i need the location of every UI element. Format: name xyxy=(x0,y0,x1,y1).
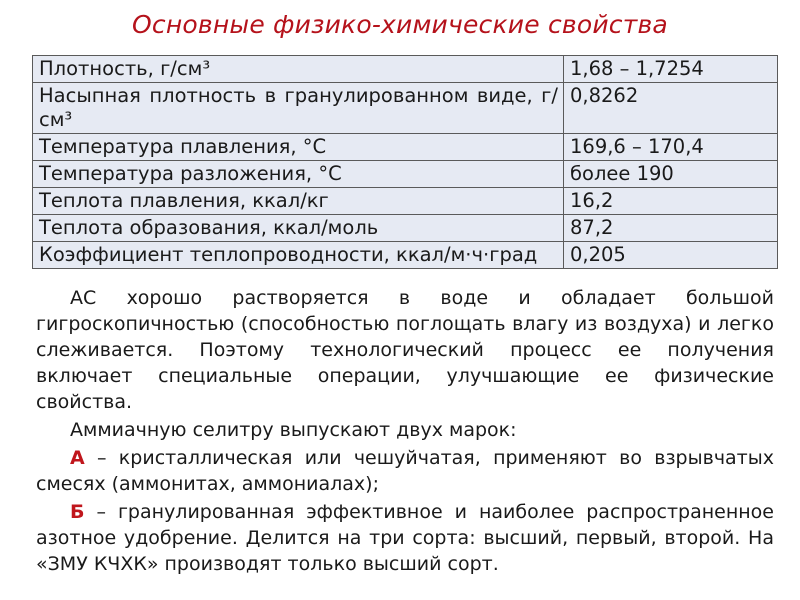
paragraph-solubility: АС хорошо растворяется в воде и обладает большой гигроскопичностью (способностью поглощать влагу из воздуха) и легко слеживается. Поэтому технологический процесс ее получения включает специальные операции, улучшающие ее физические свойства. xyxy=(36,287,774,413)
table-row xyxy=(33,134,778,161)
properties-table xyxy=(32,55,778,269)
value-cell: 1,68 – 1,7254 xyxy=(564,56,778,83)
value-cell: 0,205 xyxy=(564,242,778,269)
table-row xyxy=(33,161,778,188)
value-cell: 0,8262 xyxy=(564,83,778,134)
grade-b-paragraph xyxy=(36,499,774,577)
table-row xyxy=(33,56,778,83)
grade-b-mark: Б xyxy=(70,501,85,523)
property-cell: Теплота плавления, ккал/кг xyxy=(33,188,564,215)
property-cell: Коэффициент теплопроводности, ккал/м·ч·град xyxy=(33,242,564,269)
slide-title: Основные физико-химические свойства xyxy=(132,10,668,39)
value-cell: 87,2 xyxy=(564,215,778,242)
property-cell: Насыпная плотность в гранулированном виде, г/см³ xyxy=(33,83,564,134)
property-cell: Температура разложения, °С xyxy=(33,161,564,188)
grade-b-text: – гранулированная эффективное и наиболее распространенное азотное удобрение. Делится на три сорта: высший, первый, второй. На «ЗМУ КЧХК» производят только высший сорт. xyxy=(36,501,774,575)
grade-a-text: – кристаллическая или чешуйчатая, применяют во взрывчатых смесях (аммонитах, аммониалах); xyxy=(36,447,774,495)
table-row xyxy=(33,215,778,242)
property-cell: Теплота образования, ккал/моль xyxy=(33,215,564,242)
table-row xyxy=(33,188,778,215)
value-cell: более 190 xyxy=(564,161,778,188)
grade-a-mark: А xyxy=(70,447,85,469)
property-cell: Температура плавления, °С xyxy=(33,134,564,161)
grade-a-paragraph xyxy=(36,445,774,497)
value-cell: 16,2 xyxy=(564,188,778,215)
value-cell: 169,6 – 170,4 xyxy=(564,134,778,161)
table-row xyxy=(33,83,778,134)
table-row xyxy=(33,242,778,269)
property-cell: Плотность, г/см³ xyxy=(33,56,564,83)
paragraph-grades-intro: Аммиачную селитру выпускают двух марок: xyxy=(70,419,517,441)
body-text xyxy=(36,285,774,579)
